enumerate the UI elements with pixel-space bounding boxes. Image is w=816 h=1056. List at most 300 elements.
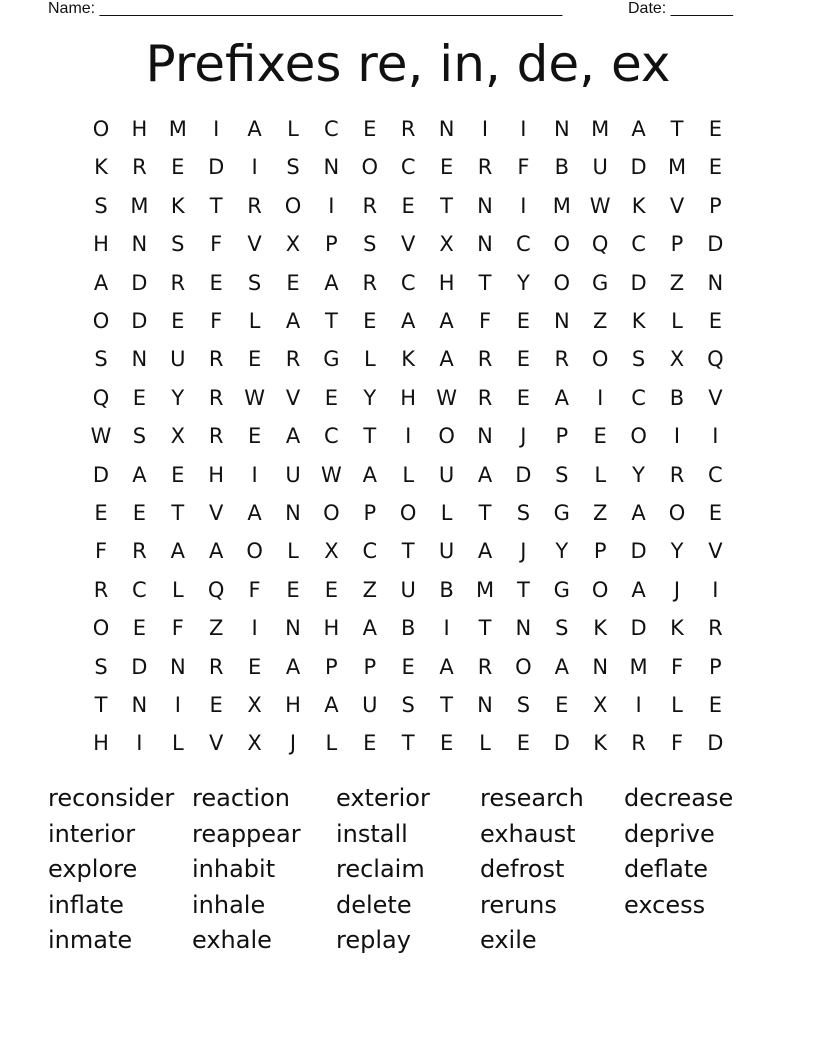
grid-letter[interactable]: S — [132, 424, 147, 449]
grid-letter[interactable]: C — [631, 385, 646, 410]
grid-row — [0, 225, 816, 263]
grid-letter[interactable]: R — [669, 462, 685, 487]
grid-letter[interactable]: V — [401, 232, 416, 257]
grid-letter[interactable]: E — [132, 501, 147, 525]
grid-letter[interactable]: I — [443, 616, 450, 641]
grid-letter[interactable]: P — [555, 424, 569, 449]
grid-letter[interactable]: D — [131, 309, 148, 333]
grid-letter[interactable]: I — [251, 616, 258, 641]
grid-letter[interactable]: E — [132, 616, 147, 641]
grid-letter[interactable]: T — [440, 193, 453, 218]
grid-letter[interactable]: C — [516, 232, 531, 257]
grid-letter[interactable]: D — [553, 731, 570, 756]
grid-letter[interactable]: A — [631, 577, 646, 602]
grid-letter[interactable]: I — [328, 193, 335, 218]
grid-letter[interactable]: M — [475, 577, 495, 602]
grid-letter[interactable]: A — [439, 347, 454, 372]
grid-letter[interactable]: L — [479, 731, 491, 756]
grid-letter[interactable]: R — [208, 654, 224, 679]
grid-letter[interactable]: Z — [592, 309, 608, 333]
grid-letter[interactable]: E — [401, 193, 415, 218]
grid-letter[interactable]: R — [208, 385, 224, 410]
grid-letter[interactable]: U — [592, 155, 608, 180]
grid-letter[interactable]: T — [401, 539, 415, 564]
grid-letter[interactable]: W — [321, 462, 342, 487]
grid-letter[interactable]: S — [171, 232, 185, 257]
grid-letter[interactable]: E — [363, 309, 377, 333]
grid-letter[interactable]: N — [477, 693, 493, 717]
grid-letter[interactable]: E — [363, 117, 377, 141]
word-bank-item: reclaim — [336, 855, 425, 883]
grid-letter[interactable]: M — [130, 193, 149, 218]
grid-letter[interactable]: F — [248, 577, 261, 602]
grid-letter[interactable]: X — [669, 347, 685, 372]
grid-letter[interactable]: A — [247, 117, 262, 141]
grid-letter[interactable]: R — [554, 347, 570, 372]
grid-letter[interactable]: I — [174, 693, 181, 717]
grid-letter[interactable]: E — [708, 693, 723, 717]
grid-letter[interactable]: Z — [592, 501, 608, 525]
grid-letter[interactable]: V — [209, 731, 224, 756]
grid-letter[interactable]: T — [209, 193, 223, 218]
grid-letter[interactable]: I — [481, 117, 489, 141]
grid-letter[interactable]: W — [244, 385, 265, 410]
grid-letter[interactable]: E — [94, 501, 108, 525]
grid-letter[interactable]: D — [630, 155, 647, 180]
grid-letter[interactable]: W — [436, 385, 457, 410]
grid-letter[interactable]: V — [669, 193, 685, 218]
grid-letter[interactable]: G — [323, 347, 340, 372]
grid-letter[interactable]: U — [438, 462, 455, 487]
grid-letter[interactable]: X — [324, 539, 339, 564]
grid-letter[interactable]: I — [405, 424, 412, 449]
grid-letter[interactable]: I — [251, 462, 258, 487]
grid-letter[interactable]: U — [400, 577, 416, 602]
grid-letter[interactable]: O — [399, 501, 417, 525]
grid-letter[interactable]: D — [131, 270, 148, 295]
word-bank-item: interior — [48, 819, 136, 848]
grid-letter[interactable]: N — [515, 616, 532, 641]
grid-letter[interactable]: S — [363, 232, 377, 257]
grid-letter[interactable]: D — [131, 654, 148, 679]
grid-letter[interactable]: E — [708, 155, 723, 180]
grid-letter[interactable]: E — [171, 155, 185, 180]
grid-letter[interactable]: E — [324, 577, 339, 602]
grid-letter[interactable]: K — [94, 155, 108, 180]
grid-letter[interactable]: E — [247, 347, 262, 372]
grid-letter[interactable]: L — [671, 309, 683, 333]
grid-letter[interactable]: U — [362, 693, 378, 717]
grid-letter[interactable]: K — [170, 193, 185, 218]
grid-letter[interactable]: A — [285, 654, 301, 679]
grid-letter[interactable]: R — [208, 424, 224, 449]
grid-letter[interactable]: T — [516, 577, 530, 602]
grid-letter[interactable]: Z — [208, 616, 224, 641]
grid-letter[interactable]: E — [324, 385, 339, 410]
grid-letter[interactable]: R — [708, 616, 723, 641]
grid-letter[interactable]: H — [131, 117, 148, 141]
grid-letter[interactable]: D — [515, 462, 532, 487]
grid-letter[interactable]: Q — [707, 347, 724, 372]
grid-letter[interactable]: A — [477, 539, 493, 564]
grid-letter[interactable]: Y — [632, 462, 645, 487]
grid-letter[interactable]: F — [94, 539, 108, 564]
grid-letter[interactable]: A — [362, 462, 377, 487]
grid-letter[interactable]: E — [593, 424, 607, 449]
grid-letter[interactable]: Q — [207, 577, 225, 602]
grid-letter[interactable]: K — [631, 309, 646, 333]
grid-letter[interactable]: N — [553, 117, 570, 141]
grid-letter[interactable]: E — [516, 731, 531, 756]
grid-letter[interactable]: T — [478, 501, 492, 525]
grid-letter[interactable]: L — [671, 693, 683, 717]
grid-letter[interactable]: A — [132, 462, 147, 487]
grid-letter[interactable]: R — [477, 654, 493, 679]
grid-letter[interactable]: K — [593, 731, 608, 756]
grid-letter[interactable]: W — [589, 193, 611, 218]
grid-letter[interactable]: X — [592, 693, 608, 717]
grid-letter[interactable]: E — [132, 385, 147, 410]
grid-letter[interactable]: N — [707, 270, 724, 295]
grid-letter[interactable]: O — [92, 616, 110, 641]
grid-letter[interactable]: H — [438, 270, 455, 295]
grid-letter[interactable]: N — [477, 193, 493, 218]
grid-letter[interactable]: L — [363, 347, 376, 372]
grid-letter[interactable]: V — [285, 385, 301, 410]
grid-letter[interactable]: P — [709, 654, 722, 679]
grid-letter[interactable]: B — [439, 577, 454, 602]
grid-letter[interactable]: E — [439, 731, 454, 756]
grid-letter[interactable]: X — [439, 232, 454, 257]
grid-letter[interactable]: C — [362, 539, 378, 564]
grid-letter[interactable]: O — [438, 424, 455, 449]
grid-letter[interactable]: G — [592, 270, 609, 295]
grid-letter[interactable]: C — [132, 577, 147, 602]
grid-letter[interactable]: E — [171, 309, 185, 333]
grid-letter[interactable]: F — [210, 232, 223, 257]
grid-letter[interactable]: Y — [670, 539, 684, 564]
grid-letter[interactable]: M — [591, 117, 610, 141]
grid-letter[interactable]: L — [171, 577, 184, 602]
grid-letter[interactable]: N — [285, 501, 301, 525]
grid-letter[interactable]: R — [400, 117, 416, 141]
grid-letter[interactable]: B — [400, 616, 416, 641]
grid-letter[interactable]: L — [287, 117, 299, 141]
grid-letter[interactable]: W — [90, 424, 112, 449]
grid-letter[interactable]: P — [325, 654, 338, 679]
grid-letter[interactable]: T — [324, 309, 338, 333]
grid-letter[interactable]: S — [286, 155, 300, 180]
grid-letter[interactable]: V — [708, 539, 723, 564]
grid-letter[interactable]: E — [516, 309, 531, 333]
word-bank-item: reaction — [192, 784, 290, 812]
grid-letter[interactable]: R — [477, 385, 493, 410]
grid-letter[interactable]: E — [247, 424, 262, 449]
grid-letter[interactable]: J — [520, 539, 527, 564]
grid-letter[interactable]: X — [247, 693, 262, 717]
grid-letter[interactable]: D — [707, 232, 724, 257]
grid-letter[interactable]: T — [94, 693, 108, 717]
grid-letter[interactable]: R — [477, 347, 493, 372]
grid-letter[interactable]: I — [635, 693, 642, 717]
grid-letter[interactable]: A — [554, 385, 569, 410]
grid-letter[interactable]: A — [439, 654, 454, 679]
grid-letter[interactable]: A — [324, 693, 339, 717]
grid-letter[interactable]: C — [631, 232, 646, 257]
grid-letter[interactable]: E — [708, 309, 723, 333]
grid-letter[interactable]: Y — [363, 385, 377, 410]
grid-letter[interactable]: N — [131, 232, 148, 257]
grid-letter[interactable]: O — [323, 501, 340, 525]
grid-letter[interactable]: C — [324, 117, 339, 141]
grid-letter[interactable]: S — [516, 501, 531, 525]
grid-letter[interactable]: A — [170, 539, 185, 564]
grid-letter[interactable]: A — [631, 117, 646, 141]
grid-letter[interactable]: E — [209, 693, 223, 717]
grid-letter[interactable]: R — [170, 270, 186, 295]
grid-letter[interactable]: F — [478, 309, 492, 333]
word-bank-item: defrost — [480, 855, 565, 883]
grid-letter[interactable]: E — [171, 462, 185, 487]
grid-letter[interactable]: A — [362, 616, 377, 641]
grid-letter[interactable]: Y — [555, 539, 569, 564]
grid-letter[interactable]: E — [286, 577, 300, 602]
grid-letter[interactable]: N — [553, 309, 570, 333]
grid-letter[interactable]: G — [553, 577, 570, 602]
grid-letter[interactable]: T — [363, 424, 377, 449]
grid-letter[interactable]: S — [631, 347, 646, 372]
grid-letter[interactable]: S — [94, 193, 108, 218]
grid-letter[interactable]: A — [93, 270, 109, 295]
grid-letter[interactable]: R — [208, 347, 224, 372]
grid-letter[interactable]: N — [169, 654, 186, 679]
grid-letter[interactable]: V — [247, 232, 262, 257]
grid-letter[interactable]: Q — [591, 232, 609, 257]
grid-letter[interactable]: E — [439, 155, 454, 180]
grid-letter[interactable]: T — [478, 270, 492, 295]
grid-letter[interactable]: Y — [516, 270, 530, 295]
grid-letter[interactable]: M — [168, 117, 187, 141]
grid-letter[interactable]: L — [287, 539, 299, 564]
grid-letter[interactable]: S — [555, 462, 569, 487]
grid-letter[interactable]: I — [251, 155, 258, 180]
grid-letter[interactable]: I — [712, 577, 719, 602]
grid-letter[interactable]: R — [132, 539, 147, 564]
grid-letter[interactable]: C — [324, 424, 339, 449]
date-field-line[interactable]: Date: _______ — [628, 0, 733, 17]
grid-letter[interactable]: I — [597, 385, 604, 410]
grid-letter[interactable]: O — [668, 501, 686, 525]
grid-letter[interactable]: R — [477, 155, 493, 180]
grid-letter[interactable]: Y — [171, 385, 185, 410]
grid-letter[interactable]: R — [285, 347, 301, 372]
grid-letter[interactable]: I — [673, 424, 681, 449]
grid-letter[interactable]: Q — [92, 385, 110, 410]
grid-letter[interactable]: I — [712, 424, 719, 449]
grid-letter[interactable]: O — [246, 539, 263, 564]
grid-letter[interactable]: T — [401, 731, 415, 756]
grid-letter[interactable]: Z — [362, 577, 377, 602]
grid-letter[interactable]: E — [516, 385, 531, 410]
grid-letter[interactable]: L — [594, 462, 607, 487]
grid-letter[interactable]: H — [323, 616, 340, 641]
grid-letter[interactable]: K — [401, 347, 416, 372]
grid-letter[interactable]: K — [631, 193, 646, 218]
grid-letter[interactable]: D — [630, 539, 647, 564]
grid-letter[interactable]: J — [673, 577, 681, 602]
grid-letter[interactable]: F — [670, 654, 684, 679]
grid-letter[interactable]: R — [631, 731, 646, 756]
grid-letter[interactable]: N — [477, 232, 493, 257]
grid-letter[interactable]: A — [554, 654, 569, 679]
grid-letter[interactable]: A — [285, 424, 301, 449]
grid-letter[interactable]: H — [285, 693, 301, 717]
grid-letter[interactable]: M — [667, 155, 687, 180]
grid-letter[interactable]: P — [363, 654, 377, 679]
grid-letter[interactable]: I — [136, 731, 143, 756]
grid-letter[interactable]: O — [630, 424, 647, 449]
grid-letter[interactable]: E — [708, 501, 723, 525]
grid-letter[interactable]: O — [591, 577, 609, 602]
grid-letter[interactable]: N — [438, 117, 455, 141]
grid-letter[interactable]: M — [552, 193, 571, 218]
grid-letter[interactable]: A — [285, 309, 301, 333]
grid-letter[interactable]: S — [516, 693, 531, 717]
grid-letter[interactable]: T — [478, 616, 492, 641]
grid-letter[interactable]: X — [170, 424, 185, 449]
grid-letter[interactable]: U — [170, 347, 186, 372]
grid-letter[interactable]: N — [131, 347, 148, 372]
grid-letter[interactable]: R — [132, 155, 147, 180]
grid-letter[interactable]: T — [440, 693, 453, 717]
grid-letter[interactable]: F — [171, 616, 184, 641]
grid-letter[interactable]: M — [629, 654, 648, 679]
grid-letter[interactable]: N — [592, 654, 609, 679]
grid-letter[interactable]: R — [362, 193, 378, 218]
grid-letter[interactable]: O — [361, 155, 379, 180]
grid-letter[interactable]: O — [553, 232, 571, 257]
grid-letter[interactable]: K — [593, 616, 608, 641]
grid-letter[interactable]: I — [213, 117, 220, 141]
grid-letter[interactable]: R — [247, 193, 262, 218]
grid-letter[interactable]: D — [208, 155, 225, 180]
grid-letter[interactable]: N — [285, 616, 301, 641]
grid-letter[interactable]: A — [401, 309, 416, 333]
grid-letter[interactable]: N — [477, 424, 493, 449]
grid-letter[interactable]: C — [400, 270, 416, 295]
grid-letter[interactable]: D — [707, 731, 724, 756]
grid-letter[interactable]: C — [400, 155, 416, 180]
grid-letter[interactable]: D — [630, 616, 647, 641]
grid-letter[interactable]: F — [670, 731, 684, 756]
grid-letter[interactable]: E — [209, 270, 223, 295]
page-title: Prefixes re, in, de, ex — [145, 35, 671, 93]
grid-letter[interactable]: S — [247, 270, 262, 295]
grid-letter[interactable]: O — [553, 270, 571, 295]
grid-letter[interactable]: F — [210, 309, 223, 333]
grid-row — [0, 110, 816, 148]
grid-letter[interactable]: N — [131, 693, 148, 717]
grid-letter[interactable]: S — [401, 693, 415, 717]
grid-letter[interactable]: E — [401, 654, 415, 679]
grid-letter[interactable]: O — [92, 309, 110, 333]
grid-letter[interactable]: A — [439, 309, 454, 333]
grid-letter[interactable]: H — [93, 731, 109, 756]
grid-letter[interactable]: O — [284, 193, 302, 218]
grid-letter[interactable]: A — [209, 539, 224, 564]
grid-letter[interactable]: L — [402, 462, 415, 487]
grid-letter[interactable]: P — [363, 501, 377, 525]
grid-letter[interactable]: L — [325, 731, 338, 756]
grid-letter[interactable]: H — [208, 462, 225, 487]
grid-letter[interactable]: T — [670, 117, 684, 141]
grid-letter[interactable]: I — [520, 193, 527, 218]
grid-letter[interactable]: Z — [669, 270, 685, 295]
grid-letter[interactable]: J — [520, 424, 527, 449]
grid-letter[interactable]: X — [285, 232, 301, 257]
grid-letter[interactable]: P — [709, 193, 722, 218]
grid-letter[interactable]: O — [515, 654, 532, 679]
grid-letter[interactable]: S — [555, 616, 569, 641]
grid-letter[interactable]: H — [400, 385, 417, 410]
grid-letter[interactable]: A — [477, 462, 493, 487]
grid-letter[interactable]: E — [516, 347, 531, 372]
grid-letter[interactable]: G — [553, 501, 570, 525]
grid-row — [0, 302, 816, 340]
grid-letter[interactable]: N — [323, 155, 340, 180]
word-bank-item: exile — [480, 926, 537, 954]
grid-letter[interactable]: R — [362, 270, 378, 295]
grid-letter[interactable]: O — [92, 117, 110, 141]
grid-letter[interactable]: D — [92, 462, 110, 487]
grid-letter[interactable]: V — [209, 501, 224, 525]
grid-letter[interactable]: E — [708, 117, 723, 141]
grid-letter[interactable]: U — [438, 539, 455, 564]
grid-letter[interactable]: B — [669, 385, 685, 410]
grid-letter[interactable]: P — [325, 232, 338, 257]
grid-letter[interactable]: A — [631, 501, 646, 525]
grid-letter[interactable]: O — [591, 347, 609, 372]
grid-letter[interactable]: X — [247, 731, 262, 756]
grid-letter[interactable]: A — [324, 270, 339, 295]
grid-letter[interactable]: U — [285, 462, 301, 487]
grid-letter[interactable]: C — [708, 462, 723, 487]
grid-letter[interactable]: F — [517, 155, 530, 180]
grid-letter[interactable]: E — [247, 654, 262, 679]
grid-letter[interactable]: H — [93, 232, 109, 257]
name-field-line[interactable]: Name: ____________________________________________________ — [48, 0, 563, 17]
grid-letter[interactable]: I — [520, 117, 527, 141]
grid-letter[interactable]: L — [440, 501, 453, 525]
grid-letter[interactable]: S — [94, 347, 108, 372]
grid-letter[interactable]: B — [554, 155, 569, 180]
grid-letter[interactable]: L — [171, 731, 184, 756]
grid-letter[interactable]: P — [670, 232, 684, 257]
grid-letter[interactable]: J — [289, 731, 297, 756]
grid-letter[interactable]: P — [593, 539, 607, 564]
grid-letter[interactable]: S — [94, 654, 108, 679]
grid-letter[interactable]: E — [286, 270, 300, 295]
grid-letter[interactable]: V — [708, 385, 723, 410]
grid-letter[interactable]: D — [630, 270, 647, 295]
grid-letter[interactable]: E — [363, 731, 377, 756]
grid-letter[interactable]: R — [93, 577, 109, 602]
grid-letter[interactable]: L — [248, 309, 261, 333]
grid-letter[interactable]: T — [171, 501, 185, 525]
grid-letter[interactable]: E — [555, 693, 569, 717]
grid-letter[interactable]: K — [670, 616, 684, 641]
grid-letter[interactable]: A — [247, 501, 262, 525]
